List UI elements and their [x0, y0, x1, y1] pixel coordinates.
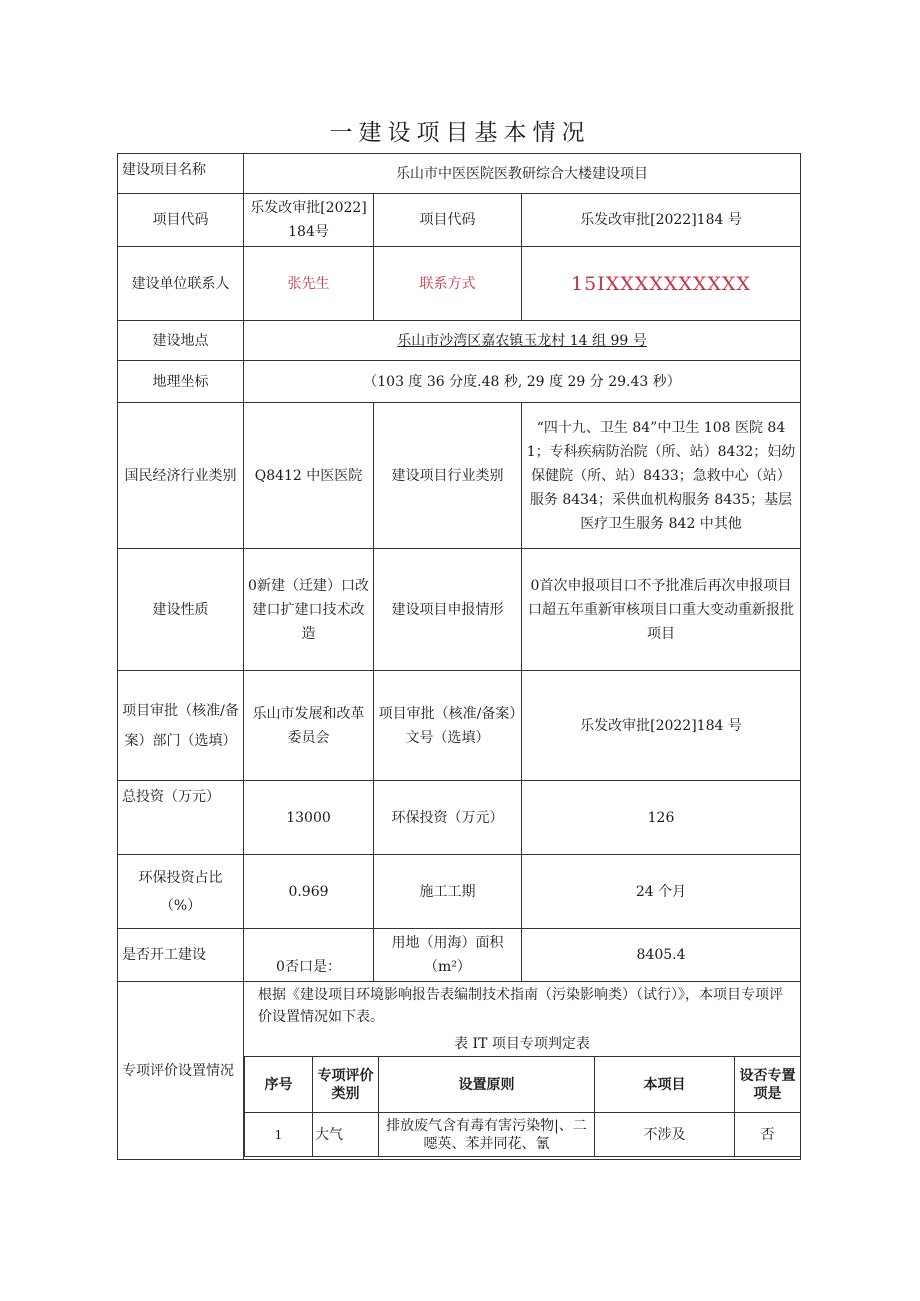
industry-value: Q8412 中医医院	[244, 403, 374, 549]
contact-name: 张先生	[244, 247, 374, 321]
page-title: 一建设项目基本情况	[329, 120, 591, 146]
sub-header-category: 专项评价类别	[313, 1057, 379, 1113]
location-label: 建设地点	[118, 321, 244, 361]
env-invest-value: 126	[522, 781, 801, 855]
started-label: 是否开工建设	[118, 929, 244, 982]
project-name-value: 乐山市中医医院医教研综合大楼建设项目	[244, 154, 801, 194]
approval-doc-label: 项目审批（核准/备案）文号（选填）	[374, 671, 522, 781]
industry-label: 国民经济行业类别	[118, 403, 244, 549]
period-value: 24 个月	[522, 855, 801, 929]
sub-row-principle: 排放废气含有毒有害污染物|、二噁英、苯并同花、氰	[379, 1113, 595, 1157]
period-label: 施工工期	[374, 855, 522, 929]
sub-row-set: 否	[735, 1113, 801, 1157]
project-industry-label: 建设项目行业类别	[374, 403, 522, 549]
special-content	[244, 982, 801, 1160]
project-name-label: 建设项目名称	[118, 154, 244, 194]
env-invest-label: 环保投资（万元）	[374, 781, 522, 855]
sub-table-caption: 表 IT 项目专项判定表	[454, 1036, 590, 1052]
env-ratio-value: 0.969	[244, 855, 374, 929]
contact-phone: 15IXXXXXXXXXX	[522, 247, 801, 321]
coord-value: （103 度 36 分度.48 秒, 29 度 29 分 29.43 秒）	[244, 361, 801, 403]
project-code-label-2: 项目代码	[374, 194, 522, 247]
special-description: 根据《建设项目环境影响报告表编制技术指南（污染影响类）（试行）》，本项目专项评价设置情况如下表。	[258, 987, 783, 1025]
special-label: 专项评价设置情况	[118, 982, 244, 1160]
sub-row-category: 大气	[313, 1113, 379, 1157]
project-code-label: 项目代码	[118, 194, 244, 247]
env-ratio-label: 环保投资占比（%）	[118, 855, 244, 929]
nature-label: 建设性质	[118, 549, 244, 671]
started-value: 0否口是：	[244, 929, 374, 982]
total-invest-value: 13000	[244, 781, 374, 855]
project-industry-value: “四十九、卫生 84”中卫生 108 医院 841；专科疾病防治院（所、站）8432；妇幼保健院（所、站）8433；急救中心（站）服务 8434；采供血机构服务 8435；基层医疗卫生服务 842 中其他	[522, 403, 801, 549]
nature-value: 0新建（迁建）口改建口扩建口技术改造	[244, 549, 374, 671]
area-label: 用地（用海）面积（m²）	[374, 929, 522, 982]
report-label: 建设项目申报情形	[374, 549, 522, 671]
project-code-value: 乐发改审批[2022]184号	[244, 194, 374, 247]
sub-row-project: 不涉及	[595, 1113, 735, 1157]
report-value: 0首次申报项目口不予批准后再次申报项目口超五年重新审核项目口重大变动重新报批项目	[522, 549, 801, 671]
approval-doc-value: 乐发改审批[2022]184 号	[522, 671, 801, 781]
sub-header-principle: 设置原则	[379, 1057, 595, 1113]
contact-method-label: 联系方式	[374, 247, 522, 321]
total-invest-label: 总投资（万元）	[118, 781, 244, 855]
sub-header-no: 序号	[245, 1057, 313, 1113]
sub-header-project: 本项目	[595, 1057, 735, 1113]
sub-header-set: 设否专置项是	[735, 1057, 801, 1113]
coord-label: 地理坐标	[118, 361, 244, 403]
contact-label: 建设单位联系人	[118, 247, 244, 321]
project-info-table	[117, 153, 801, 1160]
approval-dept-label: 项目审批（核准/备案）部门（选填）	[118, 671, 244, 781]
special-eval-table	[244, 1056, 801, 1157]
sub-row-no: 1	[245, 1113, 313, 1157]
location-value: 乐山市沙湾区嘉农镇玉龙村 14 组 99 号	[244, 321, 801, 361]
area-value: 8405.4	[522, 929, 801, 982]
approval-dept-value: 乐山市发展和改革委员会	[244, 671, 374, 781]
project-code-value-2: 乐发改审批[2022]184 号	[522, 194, 801, 247]
table-row	[245, 1113, 801, 1157]
